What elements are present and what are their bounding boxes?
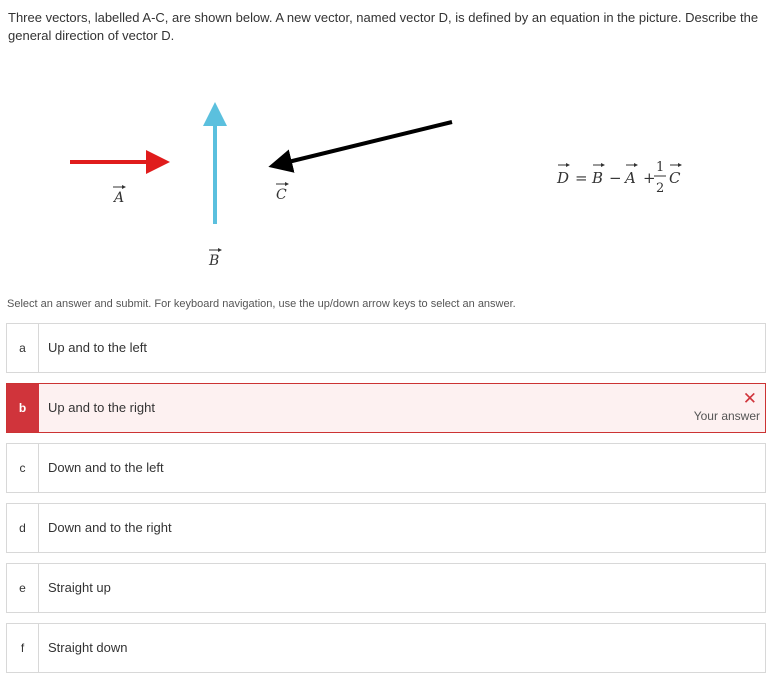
equation-lhs: D [557,169,570,187]
vector-a-label-group [112,187,124,206]
vector-c-label-group [276,184,287,203]
equation-fraction-denominator: 2 [656,181,665,196]
equation-equals: = [575,169,588,187]
option-letter: b [7,384,39,432]
option-b[interactable] [6,383,766,433]
answer-status [694,390,760,423]
equation-minus: − [609,169,622,187]
option-d[interactable] [6,503,766,553]
option-letter: a [7,324,39,372]
equation-plus: + [643,169,656,187]
equation-term-a: A [625,169,636,187]
option-letter: c [7,444,39,492]
option-label: Straight down [48,640,128,655]
vector-a-label: A [114,190,125,206]
option-f[interactable] [6,623,766,673]
equation [556,160,681,196]
instructions-text: Select an answer and submit. For keyboard navigation, use the up/down arrow keys to select an answer. [7,298,516,310]
close-icon: ✕ [742,389,757,408]
equation-fraction-numerator: 1 [656,160,665,175]
vector-figure [0,0,777,290]
option-e[interactable] [6,563,766,613]
vector-b-label-group [208,250,220,269]
option-letter: e [7,564,39,612]
option-label: Up and to the right [48,400,155,415]
option-label: Down and to the right [48,520,172,535]
option-label: Down and to the left [48,460,164,475]
question-text: Three vectors, labelled A-C, are shown below. A new vector, named vector D, is defined by an equation in the picture. Describe the general direction of vector D. [8,10,759,43]
your-answer-text: Your answer [693,409,760,423]
vector-diagram [0,0,777,290]
equation-term-c: C [669,169,681,187]
vector-c-arrow [280,122,452,164]
vector-b-label: B [209,253,220,269]
option-letter: f [7,624,39,672]
option-a[interactable] [6,323,766,373]
option-letter: d [7,504,39,552]
equation-term-b: B [592,169,604,187]
vector-c-label: C [276,187,287,203]
option-label: Up and to the left [48,340,148,355]
option-c[interactable] [6,443,766,493]
option-label: Straight up [48,580,111,595]
